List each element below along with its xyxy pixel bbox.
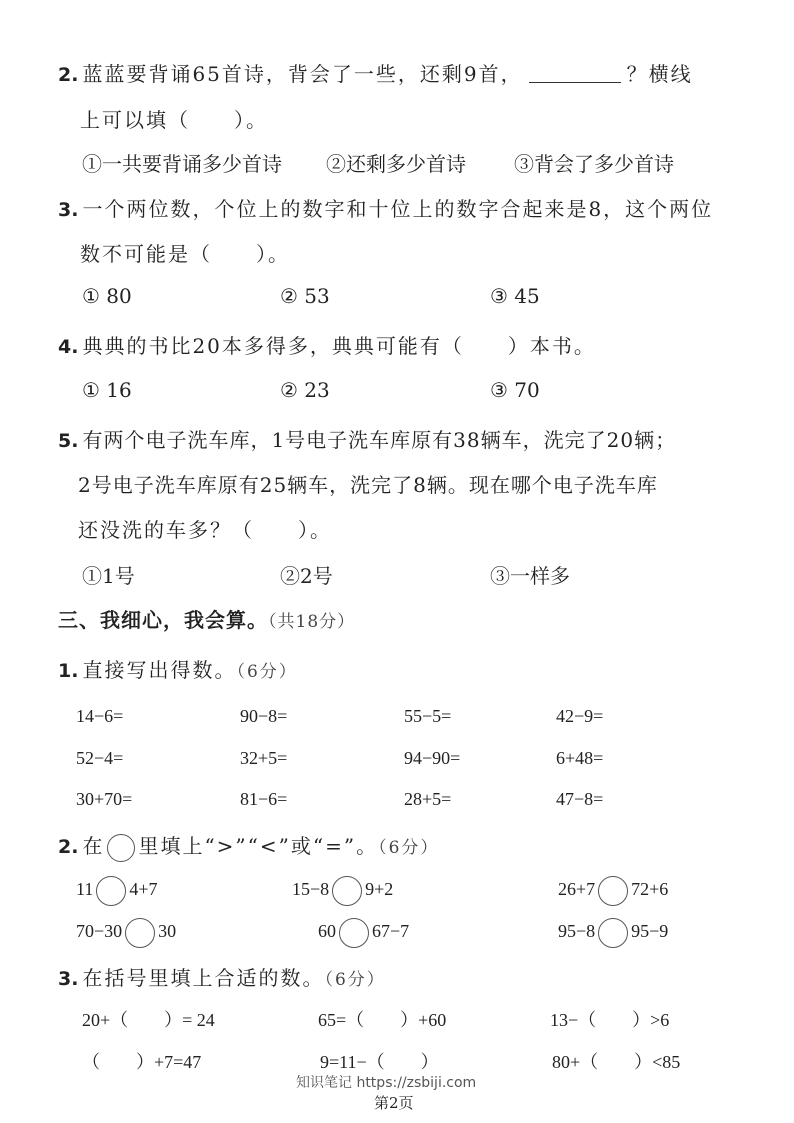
compare-item [558,876,668,906]
fill-item[interactable]: 13−（ ）>6 [550,1010,670,1030]
q4-option-3[interactable]: ③ 70 [490,378,540,402]
compare-item [292,876,393,906]
compare-right: 9+2 [365,879,394,900]
fill-item[interactable]: 20+（ ）= 24 [82,1010,215,1030]
q5-line2: 2号电子洗车库原有25辆车，洗完了8辆。现在哪个电子洗车库 [78,473,658,497]
compare-right: 30 [158,921,177,942]
compare-circle[interactable] [339,918,369,948]
s2-title-a: 在 [82,834,105,858]
page-number: 第2页 [374,1094,414,1112]
q5-text: 有两个电子洗车库，1号电子洗车库原有38辆车，洗完了20辆； [82,428,677,452]
fill-item[interactable]: 9=11−（ ） [320,1052,439,1072]
circle-icon [107,834,135,862]
q2-line2: 上可以填（ ）。 [80,108,268,132]
q3-line2: 数不可能是（ ）。 [80,242,290,266]
calc-item: 94−90= [404,748,461,768]
calc-item: 28+5= [404,789,452,809]
s2-number: 2. [58,836,79,858]
q5-number: 5. [58,430,79,452]
calc-item: 55−5= [404,706,452,726]
compare-right: 95−9 [631,921,669,942]
q2-option-3[interactable]: ③背会了多少首诗 [514,152,674,176]
compare-item [318,918,409,948]
s1-number: 1. [58,660,79,682]
q5-line3: 还没洗的车多？（ ）。 [78,518,332,542]
compare-circle[interactable] [332,876,362,906]
q2-line1 [58,58,693,87]
compare-circle[interactable] [598,918,628,948]
q2-text-b: ？横线 [626,62,693,86]
watermark-link[interactable]: 知识笔记 https://zsbiji.com [296,1075,477,1091]
s2-title-b: 里填上“>”“<”或“=”。 [138,834,379,858]
section3-title: 三、我细心，我会算。 [58,608,268,632]
compare-circle[interactable] [125,918,155,948]
s3-points: （6分） [324,970,386,990]
q2-answer-line[interactable] [529,64,621,83]
s2-points: （6分） [378,838,440,858]
q2-number: 2. [58,64,79,86]
q3-option-3[interactable]: ③ 45 [490,284,540,308]
compare-right: 72+6 [631,879,669,900]
compare-left: 60 [318,921,336,942]
q3-option-1[interactable]: ① 80 [82,284,132,308]
s3-heading [58,962,386,991]
q5-option-1[interactable]: ①1号 [82,564,135,588]
section3-points: （共18分） [268,612,356,632]
s1-heading [58,654,298,683]
s3-number: 3. [58,968,79,990]
compare-left: 26+7 [558,879,596,900]
compare-left: 95−8 [558,921,596,942]
compare-item [558,918,668,948]
compare-right: 67−7 [372,921,410,942]
q4-number: 4. [58,336,79,358]
fill-item[interactable]: （ ）+7=47 [82,1052,202,1072]
calc-item: 90−8= [240,706,288,726]
q4-line1 [58,330,596,359]
calc-item: 32+5= [240,748,288,768]
q3-text: 一个两位数，个位上的数字和十位上的数字合起来是8，这个两位 [82,197,714,221]
fill-item[interactable]: 80+（ ）<85 [552,1052,681,1072]
calc-item: 30+70= [76,789,133,809]
q5-line1 [58,424,676,453]
q5-option-2[interactable]: ②2号 [280,564,333,588]
q2-option-2[interactable]: ②还剩多少首诗 [326,152,466,176]
section3-heading [58,604,355,633]
q3-number: 3. [58,199,79,221]
compare-item [76,876,158,906]
s2-heading [58,830,439,862]
calc-item: 42−9= [556,706,604,726]
q4-text: 典典的书比20本多得多，典典可能有（ ）本书。 [82,334,596,358]
q3-option-2[interactable]: ② 53 [280,284,330,308]
compare-left: 15−8 [292,879,330,900]
calc-item: 14−6= [76,706,124,726]
compare-left: 70−30 [76,921,123,942]
s1-title: 直接写出得数。 [82,658,237,682]
q4-option-2[interactable]: ② 23 [280,378,330,402]
fill-item[interactable]: 65=（ ）+60 [318,1010,447,1030]
compare-left: 11 [76,879,94,900]
compare-right: 4+7 [129,879,158,900]
q4-option-1[interactable]: ① 16 [82,378,132,402]
compare-circle[interactable] [598,876,628,906]
calc-item: 47−8= [556,789,604,809]
calc-item: 6+48= [556,748,604,768]
compare-item [76,918,176,948]
compare-circle[interactable] [96,876,126,906]
calc-item: 52−4= [76,748,124,768]
s3-title: 在括号里填上合适的数。 [82,966,325,990]
q2-text-a: 蓝蓝要背诵65首诗，背会了一些，还剩9首， [82,62,523,86]
calc-item: 81−6= [240,789,288,809]
q5-option-3[interactable]: ③一样多 [490,564,570,588]
s1-points: （6分） [236,662,298,682]
q2-option-1[interactable]: ①一共要背诵多少首诗 [82,152,282,176]
q3-line1 [58,193,713,222]
